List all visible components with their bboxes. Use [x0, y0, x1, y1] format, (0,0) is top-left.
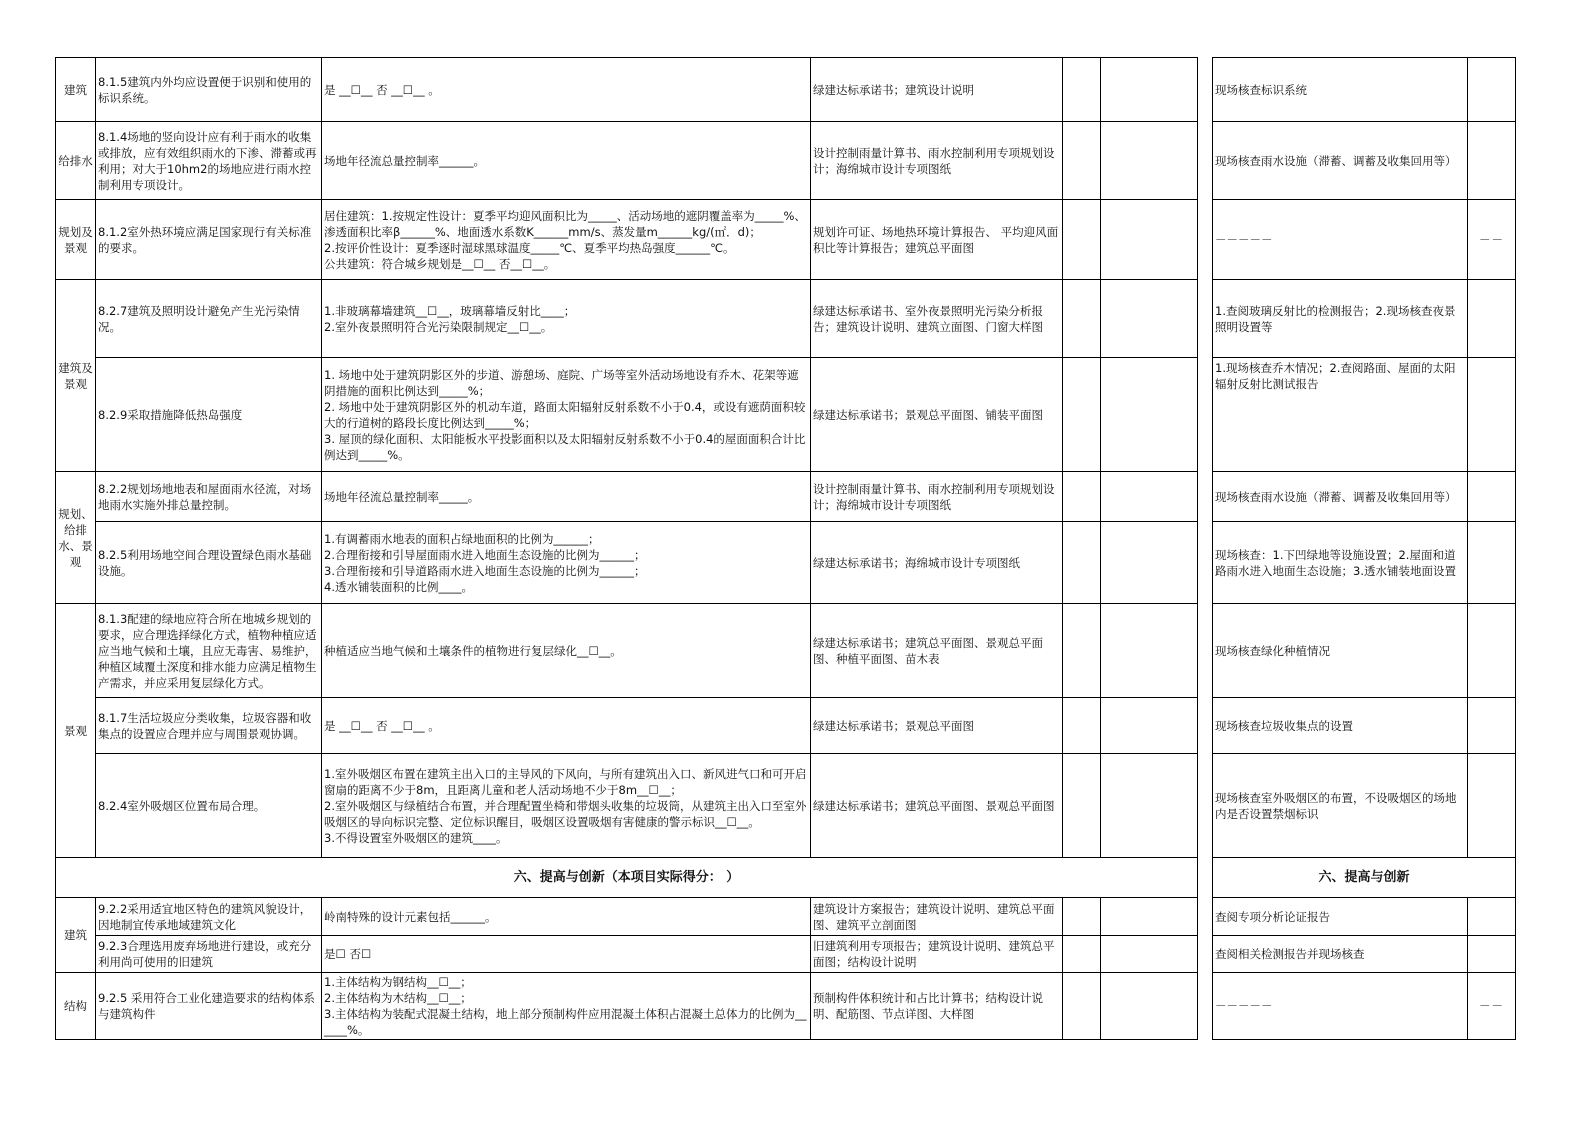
score-cell	[1063, 973, 1101, 1040]
category-cell: 给排水	[56, 122, 96, 200]
table-row	[1213, 898, 1516, 936]
remark-cell	[1101, 200, 1198, 280]
result-cell	[1468, 898, 1516, 936]
result-cell	[1468, 522, 1516, 604]
section-title: 六、提高与创新	[1213, 858, 1516, 898]
docs-cell: 绿建达标承诺书；景观总平面图、铺装平面图	[811, 358, 1063, 472]
table-row	[56, 280, 1198, 358]
table-row	[56, 200, 1198, 280]
remark-cell	[1101, 280, 1198, 358]
item-cell: 9.2.2采用适宜地区特色的建筑风貌设计，因地制宜传承地域建筑文化	[96, 898, 322, 936]
remark-cell	[1101, 58, 1198, 122]
check-cell: 现场核查标识系统	[1213, 58, 1468, 122]
section-header-row	[1213, 858, 1516, 898]
section-title: 六、提高与创新（本项目实际得分： ）	[56, 858, 1198, 898]
content-cell: 是 __☐__ 否 __☐__ 。	[322, 58, 811, 122]
item-cell: 9.2.5 采用符合工业化建造要求的结构体系与建筑构件	[96, 973, 322, 1040]
score-cell	[1063, 58, 1101, 122]
section-header-row	[56, 858, 1198, 898]
category-cell: 建筑及景观	[56, 280, 96, 472]
docs-cell: 绿建达标承诺书；建筑总平面图、景观总平面图	[811, 754, 1063, 858]
table-row	[1213, 58, 1516, 122]
result-cell	[1468, 358, 1516, 472]
docs-cell: 绿建达标承诺书、室外夜景照明光污染分析报告；建筑设计说明、建筑立面图、门窗大样图	[811, 280, 1063, 358]
content-cell: 1.室外吸烟区布置在建筑主出入口的主导风的下风向，与所有建筑出入口、新风进气口和可开启窗扇的距离不少于8m，且距离儿童和老人活动场地不少于8m__☐__； 2.室外吸烟区与绿植结合布置，并合理配置坐椅和带烟头收集的垃圾筒，从建筑主出入口至室外吸烟区的导向标识完整、定位标识醒目，吸烟区设置吸烟有害健康的警示标识__☐__。 3.不得设置室外吸烟区的建筑____。	[322, 754, 811, 858]
score-cell	[1063, 754, 1101, 858]
table-row	[1213, 358, 1516, 472]
check-cell: 现场核查：1.下凹绿地等设施设置；2.屋面和道路雨水进入地面生态设施；3.透水铺装地面设置	[1213, 522, 1468, 604]
check-cell: 现场核查雨水设施（滞蓄、调蓄及收集回用等）	[1213, 472, 1468, 522]
category-cell: 建筑	[56, 58, 96, 122]
score-cell	[1063, 472, 1101, 522]
category-cell: 景观	[56, 604, 96, 858]
check-cell: 1.查阅玻璃反射比的检测报告；2.现场核查夜景照明设置等	[1213, 280, 1468, 358]
docs-cell: 旧建筑利用专项报告；建筑设计说明、建筑总平面图；结构设计说明	[811, 936, 1063, 973]
table-row	[1213, 604, 1516, 698]
table-row	[56, 973, 1198, 1040]
item-cell: 8.2.4室外吸烟区位置布局合理。	[96, 754, 322, 858]
table-row	[56, 898, 1198, 936]
docs-cell: 设计控制雨量计算书、雨水控制利用专项规划设计；海绵城市设计专项图纸	[811, 472, 1063, 522]
table-row	[1213, 122, 1516, 200]
result-cell: －－	[1468, 973, 1516, 1040]
content-cell: 1.有调蓄雨水地表的面积占绿地面积的比例为______； 2.合理衔接和引导屋面雨水进入地面生态设施的比例为______； 3.合理衔接和引导道路雨水进入地面生态设施的比例为______； 4.透水铺装面积的比例____。	[322, 522, 811, 604]
evaluation-table	[55, 57, 1198, 1040]
item-cell: 8.2.7建筑及照明设计避免产生光污染情况。	[96, 280, 322, 358]
docs-cell: 建筑设计方案报告；建筑设计说明、建筑总平面图、建筑平立剖面图	[811, 898, 1063, 936]
remark-cell	[1101, 936, 1198, 973]
category-cell: 结构	[56, 973, 96, 1040]
remark-cell	[1101, 973, 1198, 1040]
check-cell: 现场核查垃圾收集点的设置	[1213, 698, 1468, 754]
check-cell: 现场核查雨水设施（滞蓄、调蓄及收集回用等）	[1213, 122, 1468, 200]
score-cell	[1063, 280, 1101, 358]
table-row	[56, 472, 1198, 522]
remark-cell	[1101, 604, 1198, 698]
check-cell: 查阅相关检测报告并现场核查	[1213, 936, 1468, 973]
score-cell	[1063, 522, 1101, 604]
result-cell: －－	[1468, 200, 1516, 280]
docs-cell: 绿建达标承诺书；建筑总平面图、景观总平面图、种植平面图、苗木表	[811, 604, 1063, 698]
category-cell: 规划、给排水、景观	[56, 472, 96, 604]
docs-cell: 绿建达标承诺书；建筑设计说明	[811, 58, 1063, 122]
remark-cell	[1101, 472, 1198, 522]
item-cell: 8.2.2规划场地地表和屋面雨水径流，对场地雨水实施外排总量控制。	[96, 472, 322, 522]
table-row	[56, 122, 1198, 200]
table-row	[56, 698, 1198, 754]
table-row	[56, 522, 1198, 604]
check-cell: 现场核查绿化种植情况	[1213, 604, 1468, 698]
docs-cell: 绿建达标承诺书；海绵城市设计专项图纸	[811, 522, 1063, 604]
remark-cell	[1101, 122, 1198, 200]
docs-cell: 绿建达标承诺书；景观总平面图	[811, 698, 1063, 754]
item-cell: 9.2.3合理选用废弃场地进行建设，或充分利用尚可使用的旧建筑	[96, 936, 322, 973]
check-cell: 1.现场核查乔木情况；2.查阅路面、屋面的太阳辐射反射比测试报告	[1213, 358, 1468, 472]
content-cell: 1.主体结构为钢结构__☐__； 2.主体结构为木结构__☐__； 3.主体结构为装配式混凝土结构，地上部分预制构件应用混凝土体积占混凝土总体力的比例为______%。	[322, 973, 811, 1040]
score-cell	[1063, 936, 1101, 973]
content-cell: 居住建筑：1.按规定性设计：夏季平均迎风面积比为_____、活动场地的遮阴覆盖率为_____%、渗透面积比率β______%、地面透水系数K______mm/s、蒸发量m______kg/(㎡．d)； 2.按评价性设计：夏季逐时湿球黑球温度_____℃、夏季平均热岛强度______℃。 公共建筑：符合城乡规划是__☐__ 否__☐__。	[322, 200, 811, 280]
docs-cell: 设计控制雨量计算书、雨水控制利用专项规划设计；海绵城市设计专项图纸	[811, 122, 1063, 200]
content-cell: 1.非玻璃幕墙建筑__☐__，玻璃幕墙反射比____； 2.室外夜景照明符合光污染限制规定__☐__。	[322, 280, 811, 358]
score-cell	[1063, 698, 1101, 754]
result-cell	[1468, 698, 1516, 754]
table-row	[56, 358, 1198, 472]
content-cell: 1. 场地中处于建筑阴影区外的步道、游憩场、庭院、广场等室外活动场地设有乔木、花架等遮阴措施的面积比例达到_____%； 2. 场地中处于建筑阴影区外的机动车道，路面太阳辐射反射系数不小于0.4，或设有遮荫面积较大的行道树的路段长度比例达到_____%； 3. 屋顶的绿化面积、太阳能板水平投影面积以及太阳辐射反射系数不小于0.4的屋面面积合计比例达到_____%。	[322, 358, 811, 472]
remark-cell	[1101, 358, 1198, 472]
table-row	[1213, 472, 1516, 522]
content-cell: 是 __☐__ 否 __☐__ 。	[322, 698, 811, 754]
item-cell: 8.1.2室外热环境应满足国家现行有关标准的要求。	[96, 200, 322, 280]
result-cell	[1468, 58, 1516, 122]
result-cell	[1468, 936, 1516, 973]
item-cell: 8.1.5建筑内外均应设置便于识别和使用的标识系统。	[96, 58, 322, 122]
item-cell: 8.1.4场地的竖向设计应有利于雨水的收集或排放，应有效组织雨水的下渗、滞蓄或再利用；对大于10hm2的场地应进行雨水控制利用专项设计。	[96, 122, 322, 200]
table-row	[1213, 200, 1516, 280]
check-cell: 现场核查室外吸烟区的布置，不设吸烟区的场地内是否设置禁烟标识	[1213, 754, 1468, 858]
category-cell: 建筑	[56, 898, 96, 973]
content-cell: 场地年径流总量控制率______。	[322, 122, 811, 200]
table-row	[1213, 280, 1516, 358]
score-cell	[1063, 898, 1101, 936]
remark-cell	[1101, 698, 1198, 754]
docs-cell: 预制构件体积统计和占比计算书；结构设计说明、配筋图、节点详图、大样图	[811, 973, 1063, 1040]
result-cell	[1468, 280, 1516, 358]
remark-cell	[1101, 754, 1198, 858]
remark-cell	[1101, 522, 1198, 604]
item-cell: 8.2.9采取措施降低热岛强度	[96, 358, 322, 472]
table-row	[56, 936, 1198, 973]
table-row	[56, 58, 1198, 122]
check-cell: －－－－－	[1213, 973, 1468, 1040]
docs-cell: 规划许可证、场地热环境计算报告、 平均迎风面积比等计算报告；建筑总平面图	[811, 200, 1063, 280]
content-cell: 场地年径流总量控制率_____。	[322, 472, 811, 522]
score-cell	[1063, 358, 1101, 472]
inspection-table	[1212, 57, 1516, 1040]
check-cell: －－－－－	[1213, 200, 1468, 280]
result-cell	[1468, 604, 1516, 698]
content-cell: 种植适应当地气候和土壤条件的植物进行复层绿化__☐__。	[322, 604, 811, 698]
table-row	[1213, 522, 1516, 604]
score-cell	[1063, 200, 1101, 280]
result-cell	[1468, 472, 1516, 522]
item-cell: 8.2.5利用场地空间合理设置绿色雨水基础设施。	[96, 522, 322, 604]
table-row	[1213, 973, 1516, 1040]
category-cell: 规划及景观	[56, 200, 96, 280]
table-row	[1213, 936, 1516, 973]
score-cell	[1063, 604, 1101, 698]
table-row	[1213, 698, 1516, 754]
content-cell: 是☐ 否☐	[322, 936, 811, 973]
content-cell: 岭南特殊的设计元素包括______。	[322, 898, 811, 936]
check-cell: 查阅专项分析论证报告	[1213, 898, 1468, 936]
item-cell: 8.1.3配建的绿地应符合所在地城乡规划的要求，应合理选择绿化方式，植物种植应适应当地气候和土壤，且应无毒害、易维护，种植区域覆土深度和排水能力应满足植物生产需求，并应采用复层绿化方式。	[96, 604, 322, 698]
table-row	[56, 604, 1198, 698]
result-cell	[1468, 122, 1516, 200]
score-cell	[1063, 122, 1101, 200]
table-row	[56, 754, 1198, 858]
table-row	[1213, 754, 1516, 858]
remark-cell	[1101, 898, 1198, 936]
item-cell: 8.1.7生活垃圾应分类收集，垃圾容器和收集点的设置应合理并应与周围景观协调。	[96, 698, 322, 754]
result-cell	[1468, 754, 1516, 858]
